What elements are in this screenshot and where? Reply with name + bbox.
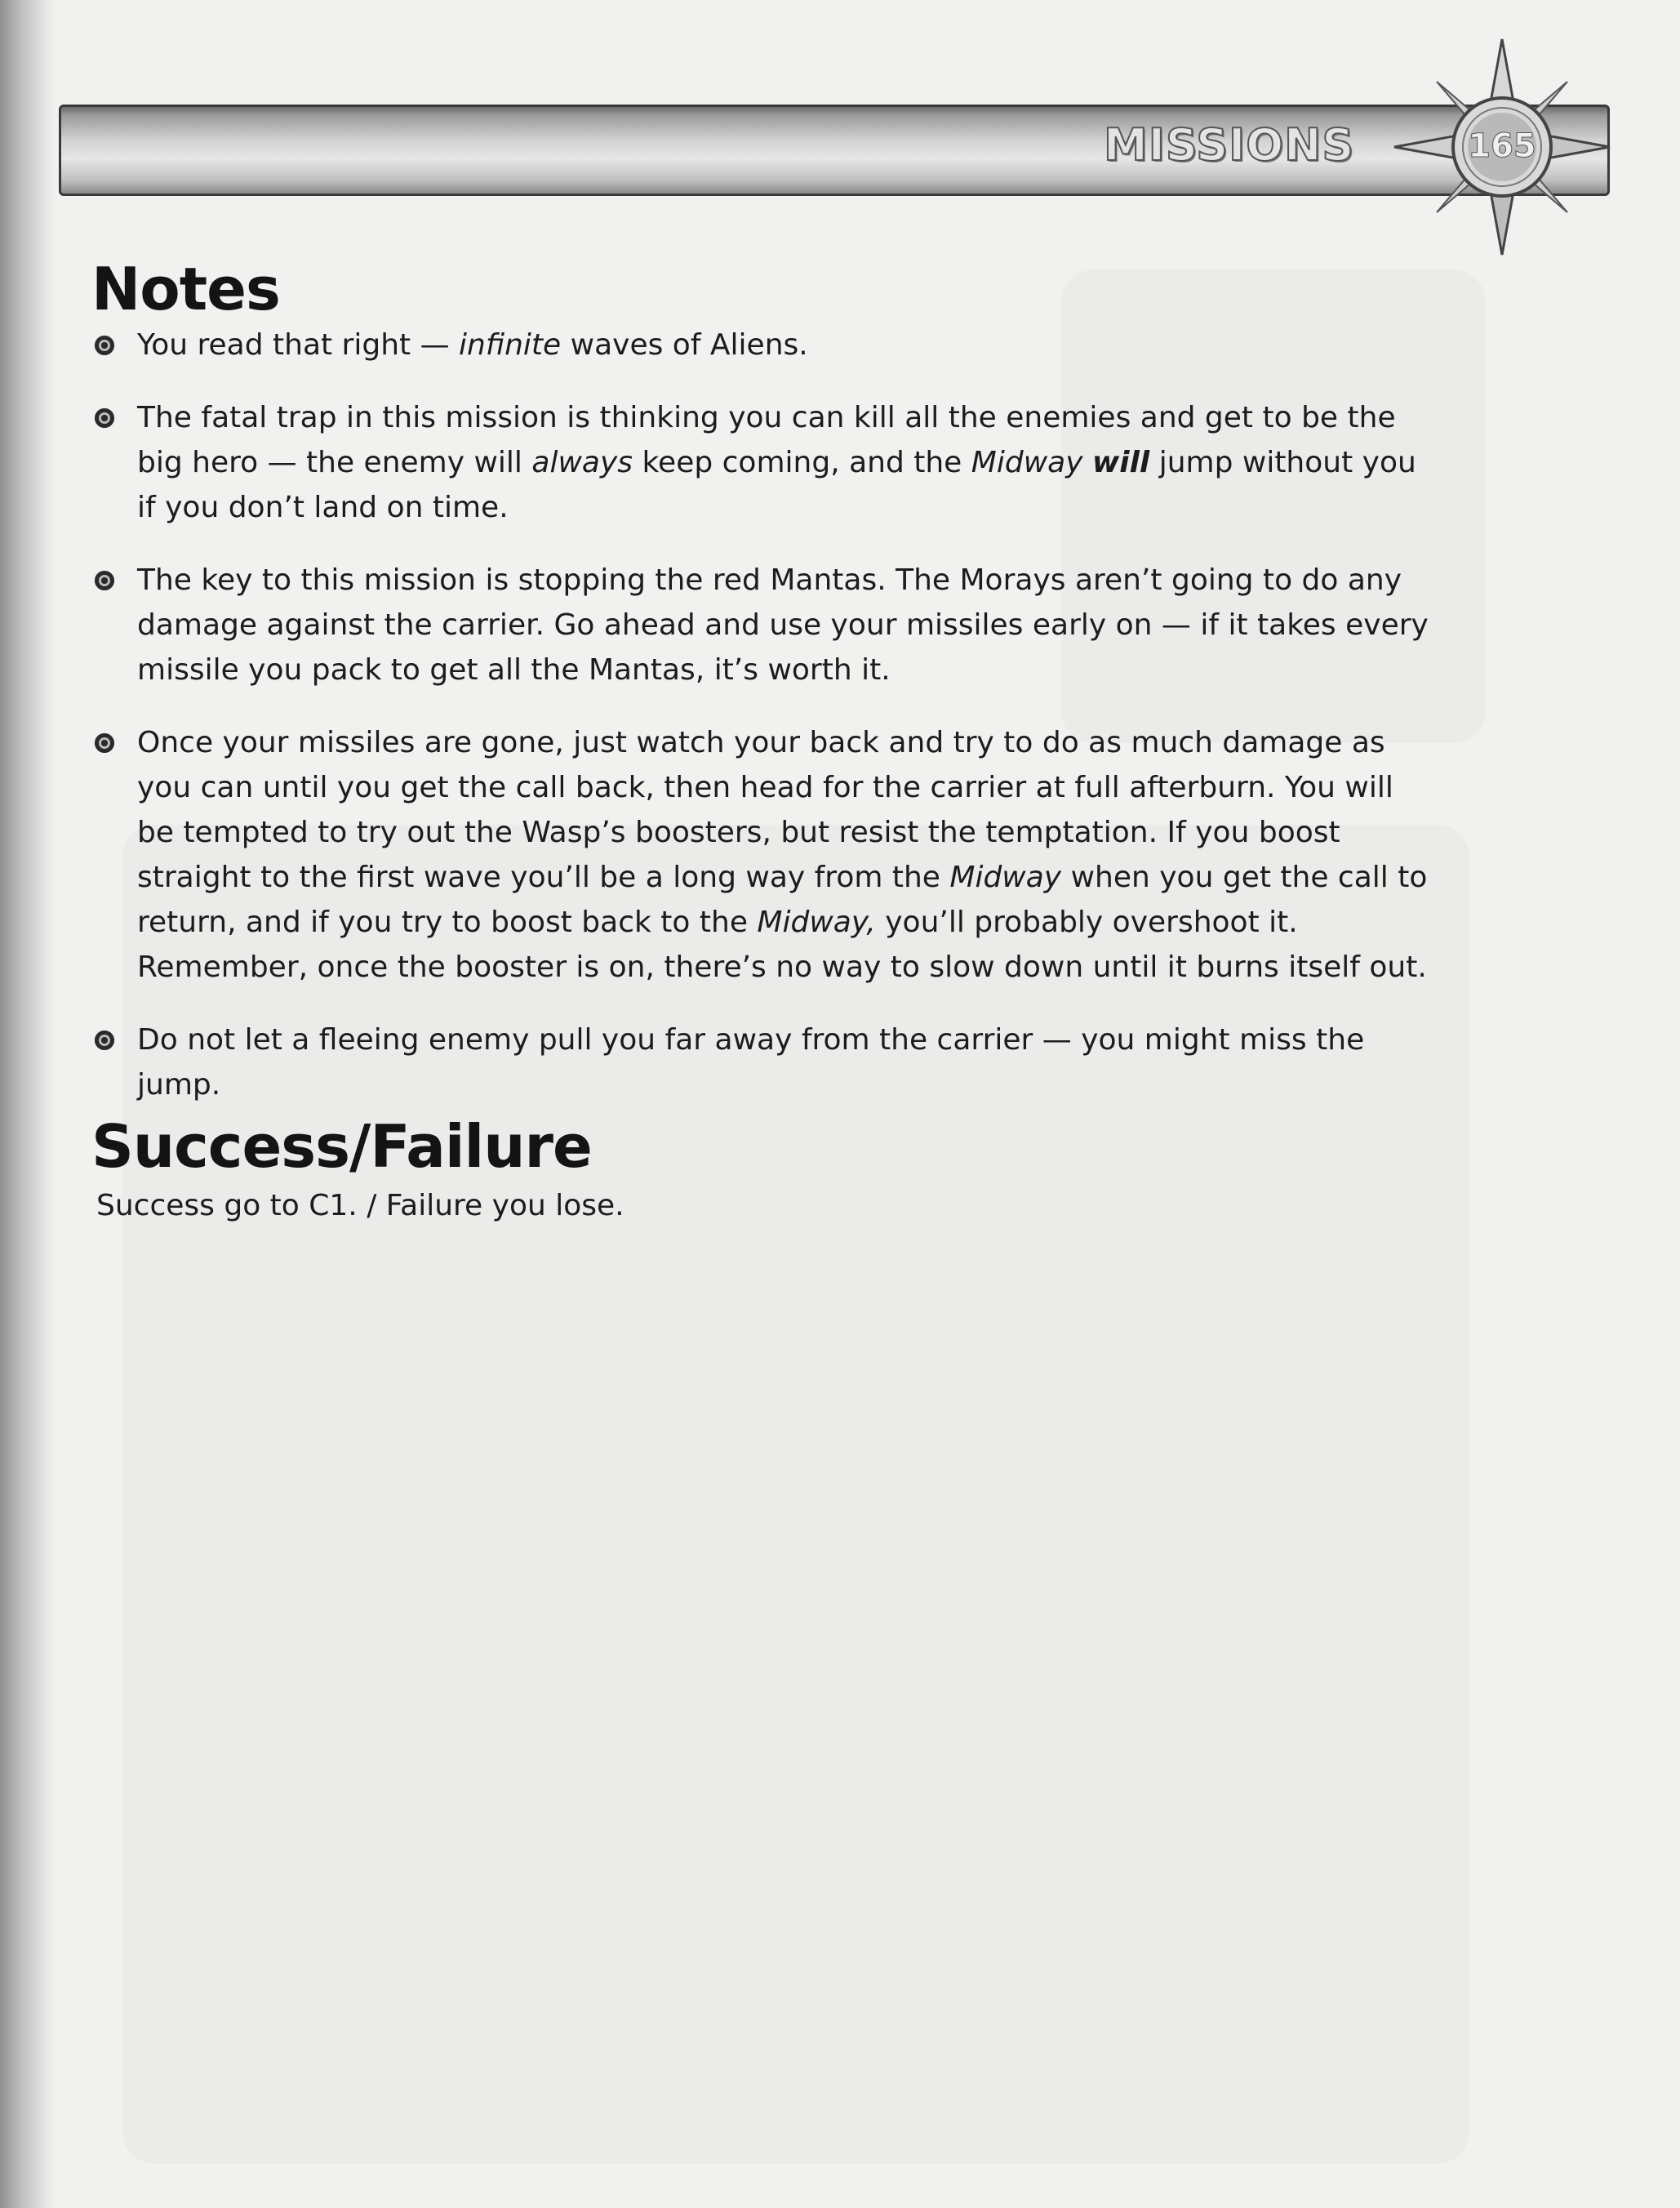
list-item: The fatal trap in this mission is thinking you can kill all the enemies and get to be the big hero — the enemy will always keep coming, and the Midway will jump without you if you don’t land on time. — [91, 395, 1430, 530]
bullet-icon — [95, 336, 114, 355]
bullet-icon — [95, 733, 114, 753]
section-label: MISSIONS — [1104, 119, 1355, 171]
bullet-icon — [95, 408, 114, 428]
notes-list — [91, 323, 1430, 1135]
list-item: Do not let a fleeing enemy pull you far away from the carrier — you might miss the jump. — [91, 1017, 1430, 1107]
book-spine-shadow — [0, 0, 57, 2208]
success-failure-heading: Success/Failure — [91, 1112, 592, 1181]
list-item: The key to this mission is stopping the red Mantas. The Morays aren’t going to do any damage against the carrier. Go ahead and use your missiles early on — if it takes every missile you pack to get all the Mantas, it’s worth it. — [91, 558, 1430, 692]
list-item: Once your missiles are gone, just watch your back and try to do as much damage as you can until you get the call back, then head for the carrier at full afterburn. You will be tempted to try out the Wasp’s boosters, but resist the temptation. If you boost straight to the first wave you’ll be a long way from the Midway when you get the call to return, and if you try to boost back to the Midway, you’ll probably overshoot it. Remember, once the booster is on, there’s no way to slow down until it burns itself out. — [91, 720, 1430, 990]
list-item: You read that right — infinite waves of Aliens. — [91, 323, 1430, 367]
notes-heading: Notes — [91, 255, 280, 323]
success-failure-text: Success go to C1. / Failure you lose. — [96, 1189, 624, 1222]
page-number: 165 — [1468, 127, 1536, 165]
bullet-icon — [95, 1031, 114, 1050]
bullet-icon — [95, 571, 114, 590]
